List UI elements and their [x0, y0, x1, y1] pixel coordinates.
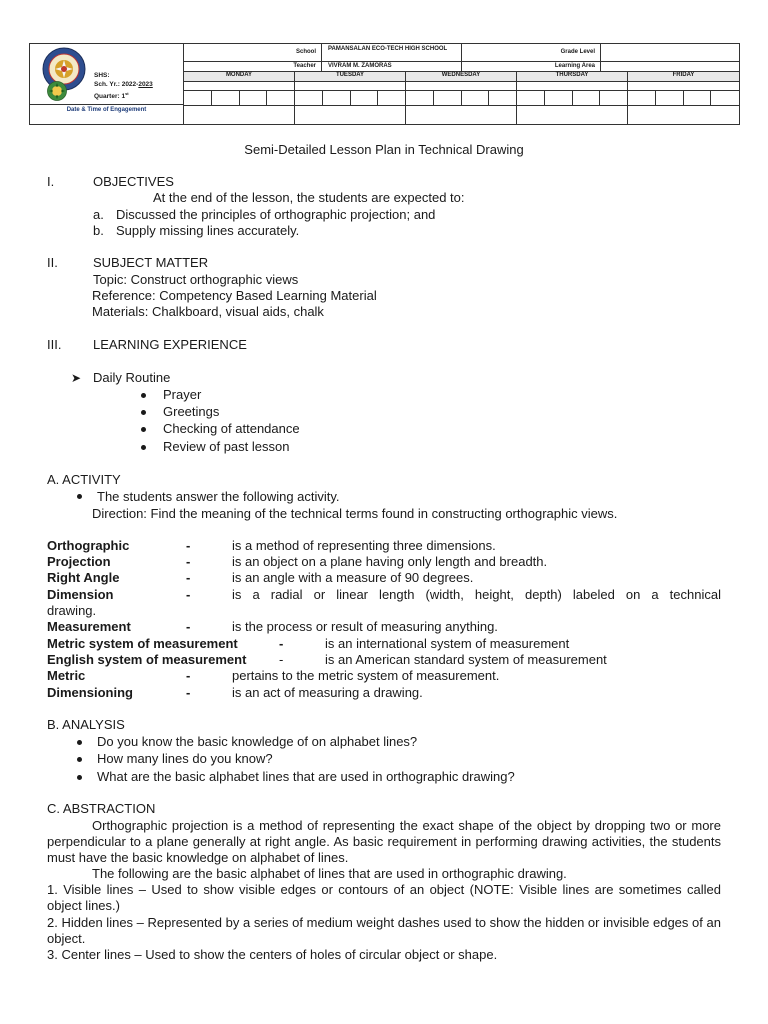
- bullet-icon: [141, 393, 146, 398]
- time-slot-cell: [573, 91, 601, 106]
- logo-cell: [30, 44, 184, 104]
- line-type-item: 1. Visible lines – Used to show visible edges or contours of an object (NOTE: Visible lines are sometimes called object lines.): [47, 882, 721, 913]
- term-dash: -: [186, 619, 191, 634]
- term: Projection: [47, 554, 111, 569]
- term: Metric system of measurement: [47, 636, 238, 651]
- learning-experience-heading: LEARNING EXPERIENCE: [93, 337, 247, 352]
- activity-heading: A. ACTIVITY: [47, 472, 121, 487]
- quarter-label: Quarter: 1: [94, 93, 126, 101]
- time-slot-cell: [545, 91, 573, 106]
- term-dash: -: [186, 668, 191, 683]
- activity-direction: Direction: Find the meaning of the technical terms found in constructing orthographic views.: [92, 506, 618, 521]
- subject-topic: Topic: Construct orthographic views: [93, 272, 299, 287]
- time-slot-cell: [406, 91, 434, 106]
- blank-cell: [295, 82, 406, 91]
- blank-cell: [406, 106, 517, 124]
- header-grid: [184, 44, 739, 124]
- analysis-question: What are the basic alphabet lines that are used in orthographic drawing?: [97, 769, 515, 784]
- term-dash: -: [279, 652, 284, 667]
- teacher-value: VIVRAM M. ZAMORAS: [328, 63, 392, 69]
- term: English system of measurement: [47, 652, 247, 667]
- term-dash: -: [186, 554, 191, 569]
- quarter: [94, 89, 153, 101]
- learning-experience-number: III.: [47, 337, 62, 352]
- analysis-question: Do you know the basic knowledge of on alphabet lines?: [97, 734, 418, 749]
- term: Dimensioning: [47, 685, 133, 700]
- school-info-block: [94, 71, 153, 101]
- shs-label: SHS:: [94, 72, 110, 79]
- objective-mark: b.: [93, 223, 104, 238]
- objectives-heading: OBJECTIVES: [93, 174, 174, 189]
- time-slot-cell: [351, 91, 379, 106]
- term: Right Angle: [47, 570, 120, 585]
- term: Measurement: [47, 619, 131, 634]
- day-thursday: THURSDAY: [517, 72, 628, 82]
- time-slot-cell: [240, 91, 268, 106]
- analysis-heading: B. ANALYSIS: [47, 717, 125, 732]
- teacher-value-cell: [322, 62, 462, 72]
- term-definition: is an American standard system of measurement: [325, 652, 607, 667]
- time-slot-cell: [212, 91, 240, 106]
- blank-cell: [184, 82, 295, 91]
- bullet-icon: [141, 410, 146, 415]
- time-slot-cell: [323, 91, 351, 106]
- time-slot-cell: [711, 91, 739, 106]
- subject-matter-number: II.: [47, 255, 58, 270]
- term-dash: -: [186, 570, 191, 585]
- subject-matter-heading: SUBJECT MATTER: [93, 255, 209, 270]
- learning-area-label: Learning Area: [554, 63, 595, 69]
- bullet-icon: [141, 427, 146, 432]
- objectives-number: I.: [47, 174, 55, 189]
- time-slot-cell: [378, 91, 406, 106]
- day-monday: MONDAY: [184, 72, 295, 82]
- blank-cell: [406, 82, 517, 91]
- time-slot-cell: [267, 91, 295, 106]
- grade-level-value-cell: [601, 44, 739, 62]
- term-dash: -: [186, 587, 191, 602]
- quarter-sup: st: [125, 91, 129, 96]
- bullet-icon: [77, 775, 82, 780]
- term-definition: is an angle with a measure of 90 degrees.: [232, 570, 474, 585]
- term-definition: pertains to the metric system of measurement.: [232, 668, 500, 683]
- term: Orthographic: [47, 538, 130, 553]
- school-year-end: 2023: [138, 81, 153, 88]
- term-dash: -: [279, 636, 284, 651]
- teacher-label: Teacher: [293, 63, 316, 69]
- term-definition: is a radial or linear length (width, height, depth) labeled on a technical: [232, 587, 721, 602]
- day-tuesday: TUESDAY: [295, 72, 406, 82]
- objective-text: Discussed the principles of orthographic projection; and: [116, 207, 436, 222]
- lesson-plan-title: Semi-Detailed Lesson Plan in Technical Drawing: [244, 142, 524, 157]
- subject-reference: Reference: Competency Based Learning Material: [92, 288, 377, 303]
- blank-cell: [517, 106, 628, 124]
- day-wednesday: WEDNESDAY: [406, 72, 517, 82]
- day-friday: FRIDAY: [628, 72, 739, 82]
- term-dash: -: [186, 538, 191, 553]
- term-dash: -: [186, 685, 191, 700]
- routine-item: Review of past lesson: [163, 439, 290, 454]
- abstraction-heading: C. ABSTRACTION: [47, 801, 156, 816]
- school-year: [94, 80, 153, 89]
- school-value: PAMANSALAN ECO-TECH HIGH SCHOOL: [328, 46, 448, 52]
- school-year-label: Sch. Yr.: 2022-: [94, 81, 139, 88]
- abstraction-paragraph: Orthographic projection is a method of representing the exact shape of the object by dropping two or more perpendicular to a plane generally at right angle. As basic requirement in performing drawing activities, the students must have the basic knowledge on alphabet of lines.: [47, 818, 721, 865]
- school-value-cell: [322, 44, 462, 62]
- blank-cell: [628, 82, 739, 91]
- line-type-item: 3. Center lines – Used to show the centers of holes of circular object or shape.: [47, 947, 498, 962]
- teacher-label-cell: [184, 62, 322, 72]
- blank-cell: [184, 106, 295, 124]
- objective-text: Supply missing lines accurately.: [116, 223, 300, 238]
- bullet-icon: [141, 445, 146, 450]
- routine-item: Prayer: [163, 387, 202, 402]
- objectives-intro: At the end of the lesson, the students are expected to:: [153, 190, 465, 205]
- abstraction-paragraph: The following are the basic alphabet of lines that are used in orthographic drawing.: [92, 866, 567, 881]
- term-definition: is an international system of measurement: [325, 636, 570, 651]
- time-slot-cell: [434, 91, 462, 106]
- time-slot-cell: [517, 91, 545, 106]
- time-slot-cell: [184, 91, 212, 106]
- term-definition: is the process or result of measuring anything.: [232, 619, 498, 634]
- term-definition: is an object on a plane having only length and breadth.: [232, 554, 548, 569]
- school-label: School: [295, 49, 316, 55]
- time-slot-cell: [600, 91, 628, 106]
- bullet-icon: [77, 740, 82, 745]
- date-time-label: Date & Time of Engagement: [30, 104, 184, 124]
- activity-bullet: The students answer the following activity.: [97, 489, 340, 504]
- bullet-icon: [77, 494, 82, 499]
- school-label-cell: [184, 44, 322, 62]
- term-definition: is an act of measuring a drawing.: [232, 685, 423, 700]
- blank-cell: [295, 106, 406, 124]
- daily-routine-label: Daily Routine: [93, 370, 171, 385]
- blank-cell: [517, 82, 628, 91]
- grade-level-label-cell: [462, 44, 601, 62]
- objective-mark: a.: [93, 207, 104, 222]
- line-type-item: 2. Hidden lines – Represented by a series of medium weight dashes used to show the hidden or invisible edges of an object.: [47, 915, 721, 946]
- arrow-bullet-icon: ➤: [71, 371, 82, 385]
- learning-area-value-cell: [601, 62, 739, 72]
- time-slot-cell: [295, 91, 323, 106]
- grade-level-label: Grade Level: [560, 49, 595, 55]
- school-emblem-logo: [46, 80, 68, 102]
- time-slot-cell: [656, 91, 684, 106]
- analysis-question: How many lines do you know?: [97, 751, 273, 766]
- term: Metric: [47, 668, 86, 683]
- routine-item: Checking of attendance: [163, 421, 300, 436]
- lesson-header-table: [29, 43, 740, 125]
- routine-item: Greetings: [163, 404, 220, 419]
- subject-materials: Materials: Chalkboard, visual aids, chalk: [92, 304, 324, 319]
- time-slot-cell: [489, 91, 517, 106]
- blank-cell: [628, 106, 739, 124]
- time-slot-cell: [462, 91, 490, 106]
- learning-area-label-cell: [462, 62, 601, 72]
- term-definition-continued: drawing.: [47, 603, 97, 618]
- term: Dimension: [47, 587, 114, 602]
- time-slot-cell: [684, 91, 712, 106]
- term-definition: is a method of representing three dimensions.: [232, 538, 496, 553]
- bullet-icon: [77, 757, 82, 762]
- time-slot-cell: [628, 91, 656, 106]
